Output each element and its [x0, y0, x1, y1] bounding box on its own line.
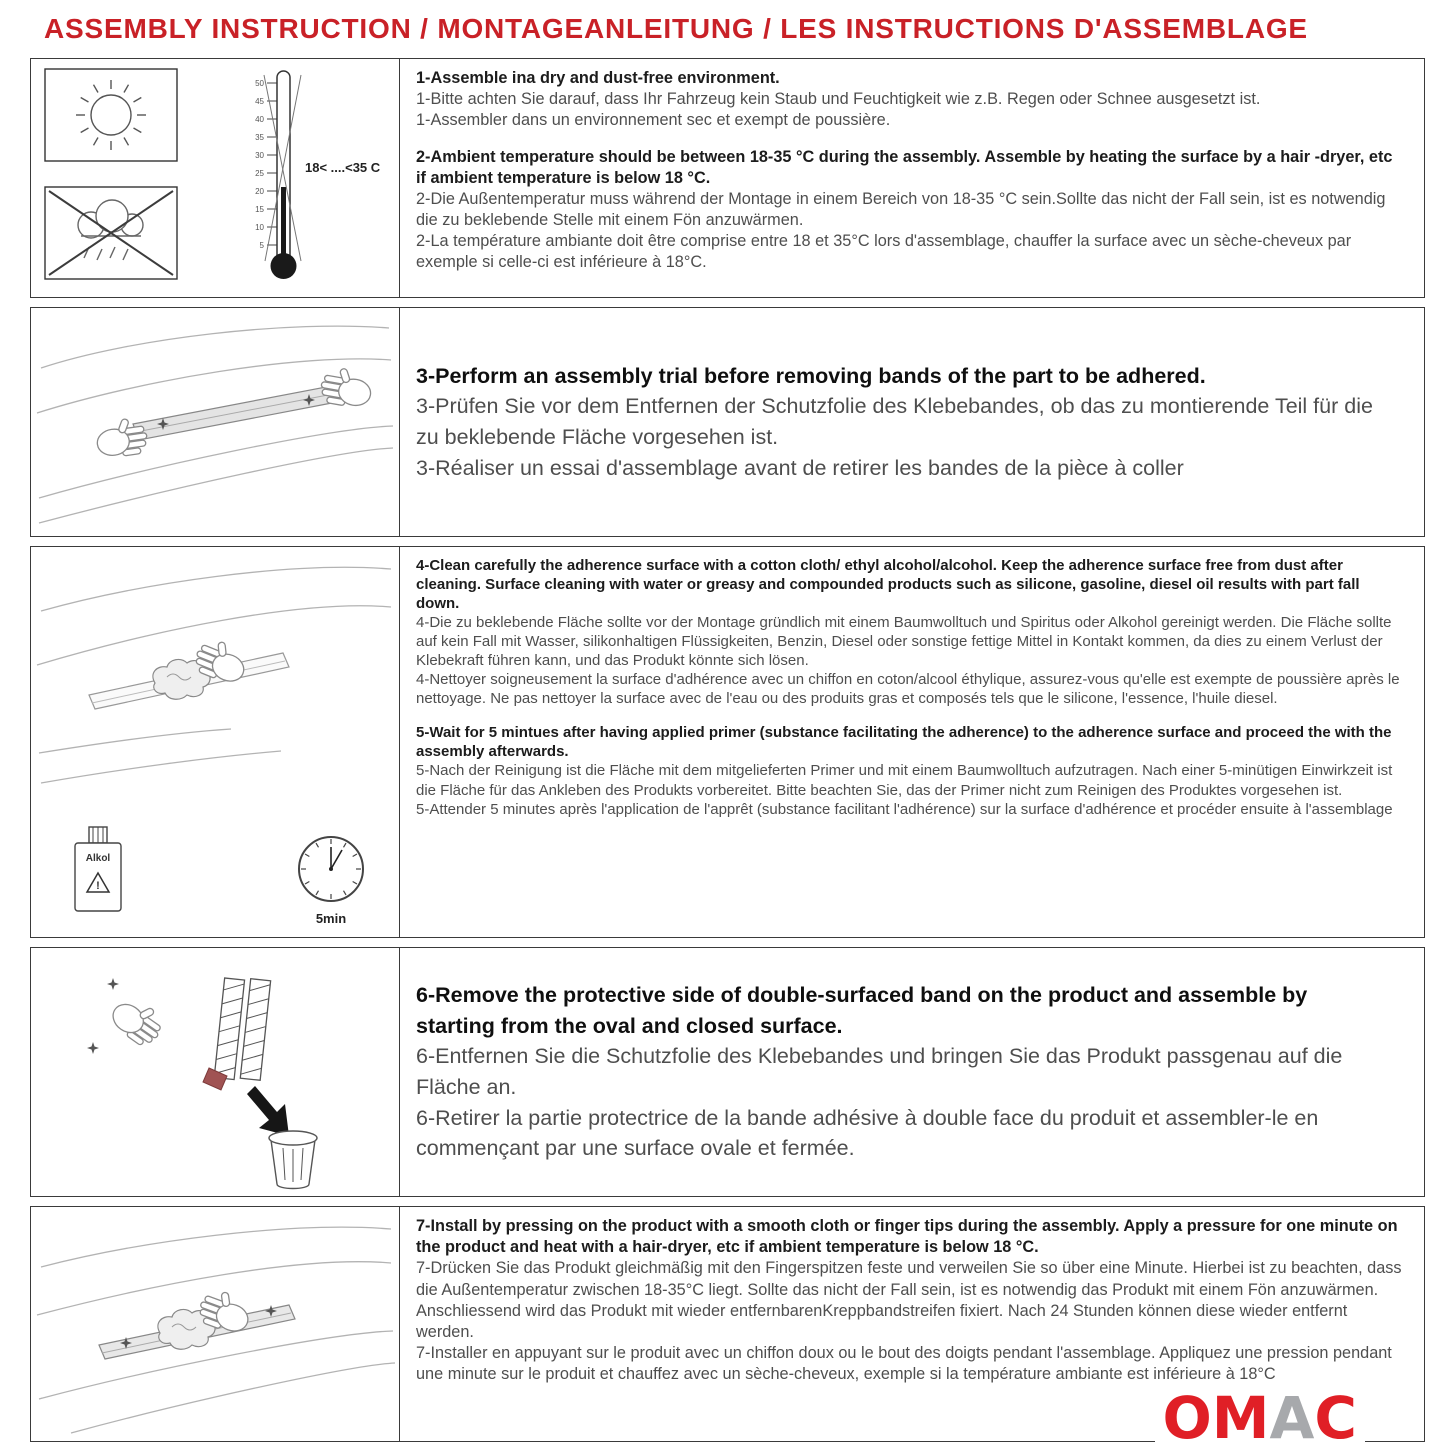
- alcohol-label: Alkol: [85, 853, 111, 864]
- trial-fit-illustration: [31, 308, 399, 536]
- step-6-row: [30, 947, 1425, 1197]
- step-4-fr: 4-Nettoyer soigneusement la surface d'adhérence avec un chiffon en coton/alcool éthylique, assurez-vous qu'elle est exempte de poussière après le nettoyage. Ne pas nettoyer la surface avec de l'eau ou des produits gras et composés tels que le silicone, l'essence, l'huile diesel.: [416, 671, 1400, 708]
- step-3-text: [400, 308, 1424, 536]
- step-2-fr: 2-La température ambiante doit être comprise entre 18 et 35°C lors d'assemblage, chauffer la surface avec un sèche-cheveux par exemple si celle-ci est inférieure à 18°C.: [416, 232, 1352, 272]
- step-1-fr: 1-Assembler dans un environnement sec et exempt de poussière.: [416, 111, 891, 130]
- alcohol-bottle-icon: [75, 827, 121, 911]
- thermo-tick-label: 25: [255, 169, 264, 178]
- thermo-tick-label: 30: [255, 151, 264, 160]
- step-1-de: 1-Bitte achten Sie darauf, dass Ihr Fahrzeug kein Staub und Feuchtigkeit wie z.B. Regen oder Schnee ausgesetzt ist.: [416, 90, 1261, 109]
- press-install-illustration: [31, 1207, 399, 1441]
- peel-band-illustration: [31, 948, 399, 1196]
- step-2-de: 2-Die Außentemperatur muss während der Montage in einem Bereich von 18-35 °C sein.Sollte das nicht der Fall sein, ist es notwendig die zu beklebende Stelle mit einem Fön anzuwärmen.: [416, 189, 1386, 230]
- step-1-2-row: [30, 58, 1425, 298]
- step-6-text: [400, 948, 1424, 1196]
- thermo-tick-label: 10: [255, 223, 264, 232]
- temperature-range-label: 18< ....<35 C: [305, 160, 381, 175]
- step-2-en: 2-Ambient temperature should be between 18-35 °C during the assembly. Assemble by heating the surface by a hair -dryer, etc if ambient temperature is below 18 °C.: [416, 147, 1393, 187]
- thermo-tick-label: 50: [255, 79, 264, 88]
- step-6-en: 6-Remove the protective side of double-surfaced band on the product and assemble by starting from the oval and closed surface.: [416, 983, 1308, 1038]
- arrow-down-icon: [247, 1086, 289, 1136]
- clock-label: 5min: [315, 911, 347, 926]
- figure-cleaning: [31, 547, 400, 937]
- step-7-de: 7-Drücken Sie das Produkt gleichmäßig mit den Fingerspitzen feste und verweilen Sie so über eine Minute. Hierbei ist zu beachten, dass die Außentemperatur zwischen 18-35°C liegt. Sollte das nicht der Fall sein, ist es notwendig das Produkt mit einem Fön anzuwärmen. Anschliessend wird das Produkt mit wieder entfernbarenKreppbandstreifen fixiert. Nach 24 Stunden können diese wieder entfernt werden.: [416, 1259, 1402, 1341]
- step-4-5-row: [30, 546, 1425, 938]
- cleaning-illustration: [31, 547, 399, 937]
- step-3-en: 3-Perform an assembly trial before removing bands of the part to be adhered.: [416, 363, 1206, 388]
- thermo-tick-label: 5: [259, 241, 264, 250]
- sill-plate: [133, 386, 337, 440]
- step-4-5-text: [400, 547, 1424, 937]
- step-5-de: 5-Nach der Reinigung ist die Fläche mit dem mitgelieferten Primer und mit einem Baumwolltuch aufzutragen. Nach einer 5-minütigen Einwirkzeit ist die Fläche für das Ankleben des Produkts vorbereitet. Bitte beachten Sie, das der Primer nicht zum Reinigen des Produktes vorgesehen ist.: [416, 762, 1393, 799]
- thermo-tick-label: 15: [255, 205, 264, 214]
- omac-logo-a: A: [1269, 1383, 1315, 1452]
- thermo-tick-label: 40: [255, 115, 264, 124]
- step-5-en: 5-Wait for 5 mintues after having applied primer (substance facilitating the adherence) to the adherence surface and proceed the with the assembly afterwards.: [416, 724, 1392, 761]
- figure-trial-fit: [31, 308, 400, 536]
- thermometer-icon: [255, 71, 381, 279]
- thermo-tick-label: 45: [255, 97, 264, 106]
- warning-exclamation: !: [96, 880, 100, 892]
- figure-press-install: [31, 1207, 400, 1441]
- step-3-row: [30, 307, 1425, 537]
- step-1-2-text: [400, 59, 1424, 297]
- hand-icon: [107, 991, 170, 1050]
- step-6-fr: 6-Retirer la partie protectrice de la bande adhésive à double face du produit et assembler-le en commençant par une surface ovale et fermée.: [416, 1105, 1319, 1161]
- page-title: ASSEMBLY INSTRUCTION / MONTAGEANLEITUNG / LES INSTRUCTIONS D'ASSEMBLAGE: [44, 13, 1308, 44]
- step-4-de: 4-Die zu beklebende Fläche sollte vor der Montage gründlich mit einem Baumwolltuch und Spiritus oder Alkohol gereinigt werden. Die Fläche sollte auf kein Fall mit Wasser, silikonhaltigen Flüssigkeiten, Benzin, Diesel oder sonstige fettige Mittel in Kontakt kommen, da dies zu einem Verlust der Klebekraft führen kann, und das Produkt könnte sich lösen.: [416, 614, 1392, 670]
- thermo-tick-label: 20: [255, 187, 264, 196]
- step-7-en: 7-Install by pressing on the product with a smooth cloth or finger tips during the assembly. Apply a pressure for one minute on the product and heat with a hair-dryer, etc if ambient temperature is below 18 °C.: [416, 1217, 1398, 1257]
- instruction-rows: [0, 54, 1445, 1442]
- step-6-de: 6-Entfernen Sie die Schutzfolie des Klebebandes und bringen Sie das Produkt passgenau auf die Fläche an.: [416, 1044, 1343, 1099]
- trash-can-icon: [269, 1131, 317, 1189]
- step-5-fr: 5-Attender 5 minutes après l'application de l'apprêt (substance facilitant l'adhérence) sur la surface d'adhérence et procéder ensuite à l'assemblage: [416, 800, 1393, 818]
- clock-icon: [299, 837, 363, 926]
- omac-logo-c: C: [1314, 1383, 1357, 1452]
- thermo-tick-label: 35: [255, 133, 264, 142]
- environment-illustration: [31, 59, 399, 297]
- step-3-fr: 3-Réaliser un essai d'assemblage avant de retirer les bandes de la pièce à coller: [416, 455, 1184, 480]
- step-7-fr: 7-Installer en appuyant sur le produit avec un chiffon doux ou le bout des doigts pendant l'assemblage. Appliquez une pression pendant une minute sur le produit et chauffez avec un sèche-cheveux, exemple si la température ambiante est inférieure à 18°C: [416, 1344, 1392, 1384]
- omac-logo-om: OM: [1162, 1383, 1270, 1452]
- step-4-en: 4-Clean carefully the adherence surface with a cotton cloth/ ethyl alcohol/alcohol. Keep the adherence surface free from dust after cleaning. Surface cleaning with water or greasy and compounded products such as silicone, gasoline, diesel oil results with part fall down.: [416, 557, 1360, 613]
- figure-environment: [31, 59, 400, 297]
- no-rain-icon: [45, 187, 177, 279]
- left-hand-icon: [94, 415, 149, 459]
- step-1-en: 1-Assemble ina dry and dust-free environment.: [416, 69, 780, 87]
- tape-strips-icon: [214, 976, 270, 1082]
- omac-logo: [1155, 1383, 1366, 1452]
- figure-peel-band: [31, 948, 400, 1196]
- sun-icon: [45, 69, 177, 161]
- step-3-de: 3-Prüfen Sie vor dem Entfernen der Schutzfolie des Klebebandes, ob das zu montierende Teil für die zu beklebende Fläche vorgesehen ist.: [416, 394, 1373, 449]
